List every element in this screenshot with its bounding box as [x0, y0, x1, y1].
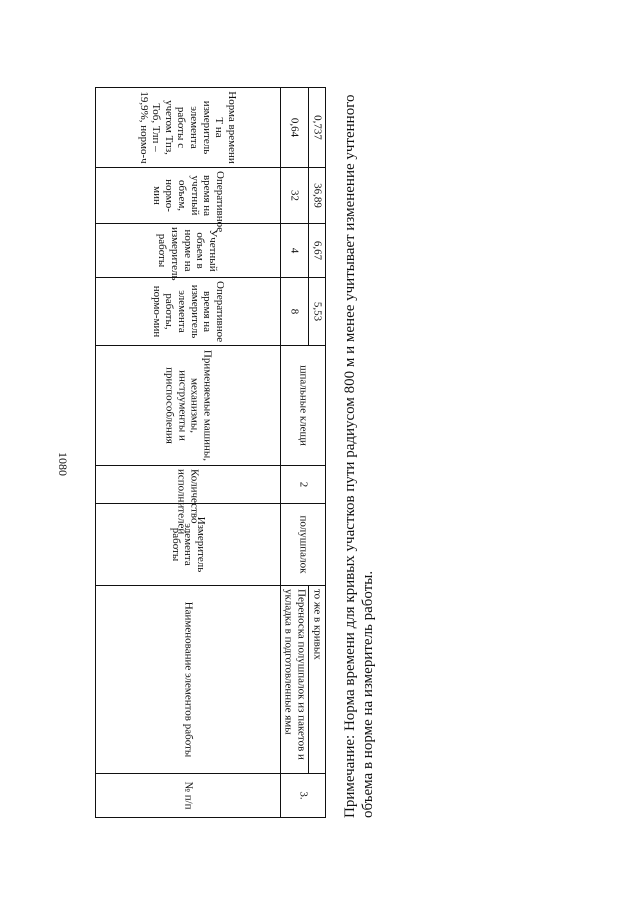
header-meter: Измеритель элемента работы — [96, 504, 281, 586]
cell-norm-main: 0,64 — [281, 88, 309, 168]
header-name: Наименование элементов работы — [96, 586, 281, 774]
cell-op-time-sub: 5,53 — [309, 278, 326, 346]
cell-count-volume-main: 4 — [281, 224, 309, 278]
cell-workers: 2 — [281, 466, 326, 504]
cell-op-time-count-main: 32 — [281, 168, 309, 224]
header-workers: Количество исполнителей — [96, 466, 281, 504]
cell-machines: шпальные клещи — [281, 346, 326, 466]
table-row — [281, 88, 309, 818]
header-num: № п/п — [96, 774, 281, 818]
header-machines: Применяемые машины, механизмы, инструменты и приспособления — [96, 346, 281, 466]
table-note: Примечание: Норма времени для кривых участков пути радиусом 800 м и менее учитывает изменение учтенного объема в норме на измеритель работы. — [342, 94, 376, 818]
header-op-time: Оперативное время на измеритель элемента работы, нормо-мин — [96, 278, 281, 346]
rotated-page-content — [95, 88, 385, 818]
cell-op-time-count-sub: 36,89 — [309, 168, 326, 224]
page-number: 1080 — [56, 452, 70, 476]
cell-name-sub: то же в кривых — [309, 586, 326, 774]
cell-name-main: Переноска полушпалок из пакетов и укладка в подготовленные ямы — [281, 586, 309, 774]
header-count-volume: Учетный объем в норме на измеритель работы — [96, 224, 281, 278]
table-header-row — [96, 88, 281, 818]
header-op-time-count: Оперативное время на учетный объем, нормо-мин — [96, 168, 281, 224]
cell-num: 3. — [281, 774, 326, 818]
cell-op-time-main: 8 — [281, 278, 309, 346]
cell-norm-sub: 0,737 — [309, 88, 326, 168]
cell-meter: полушпалок — [281, 504, 326, 586]
cell-count-volume-sub: 6,67 — [309, 224, 326, 278]
header-norm: Норма времени Т на измеритель элемента работы с учетом Тпз, Тоб, Тлп – 19,9%, нормо-ч — [96, 88, 281, 168]
norm-table — [95, 87, 326, 818]
